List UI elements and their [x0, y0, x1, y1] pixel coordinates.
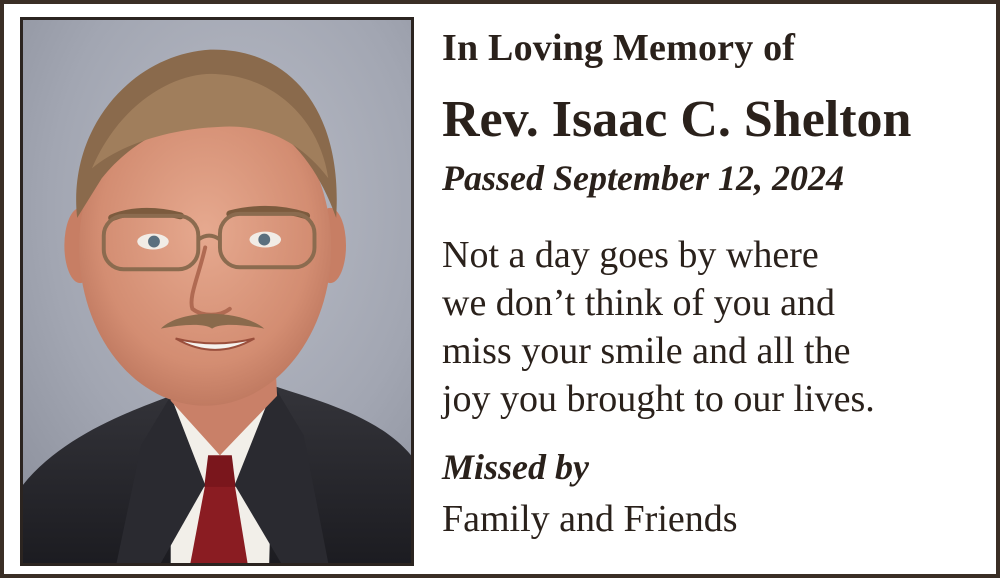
- verse-line: Not a day goes by where: [442, 234, 819, 276]
- memorial-verse: [442, 231, 875, 423]
- date-of-passing: Passed September 12, 2024: [442, 158, 844, 198]
- signoff-family: Family and Friends: [442, 498, 738, 540]
- verse-line: joy you brought to our lives.: [442, 378, 875, 420]
- deceased-name: Rev. Isaac C. Shelton: [442, 91, 912, 148]
- memorial-heading: In Loving Memory of: [442, 27, 796, 69]
- memorial-portrait-photo: [20, 17, 414, 566]
- verse-line: miss your smile and all the: [442, 330, 851, 372]
- missed-by-label: Missed by: [442, 447, 589, 487]
- verse-line: we don’t think of you and: [442, 282, 835, 324]
- portrait-illustration: [23, 20, 411, 563]
